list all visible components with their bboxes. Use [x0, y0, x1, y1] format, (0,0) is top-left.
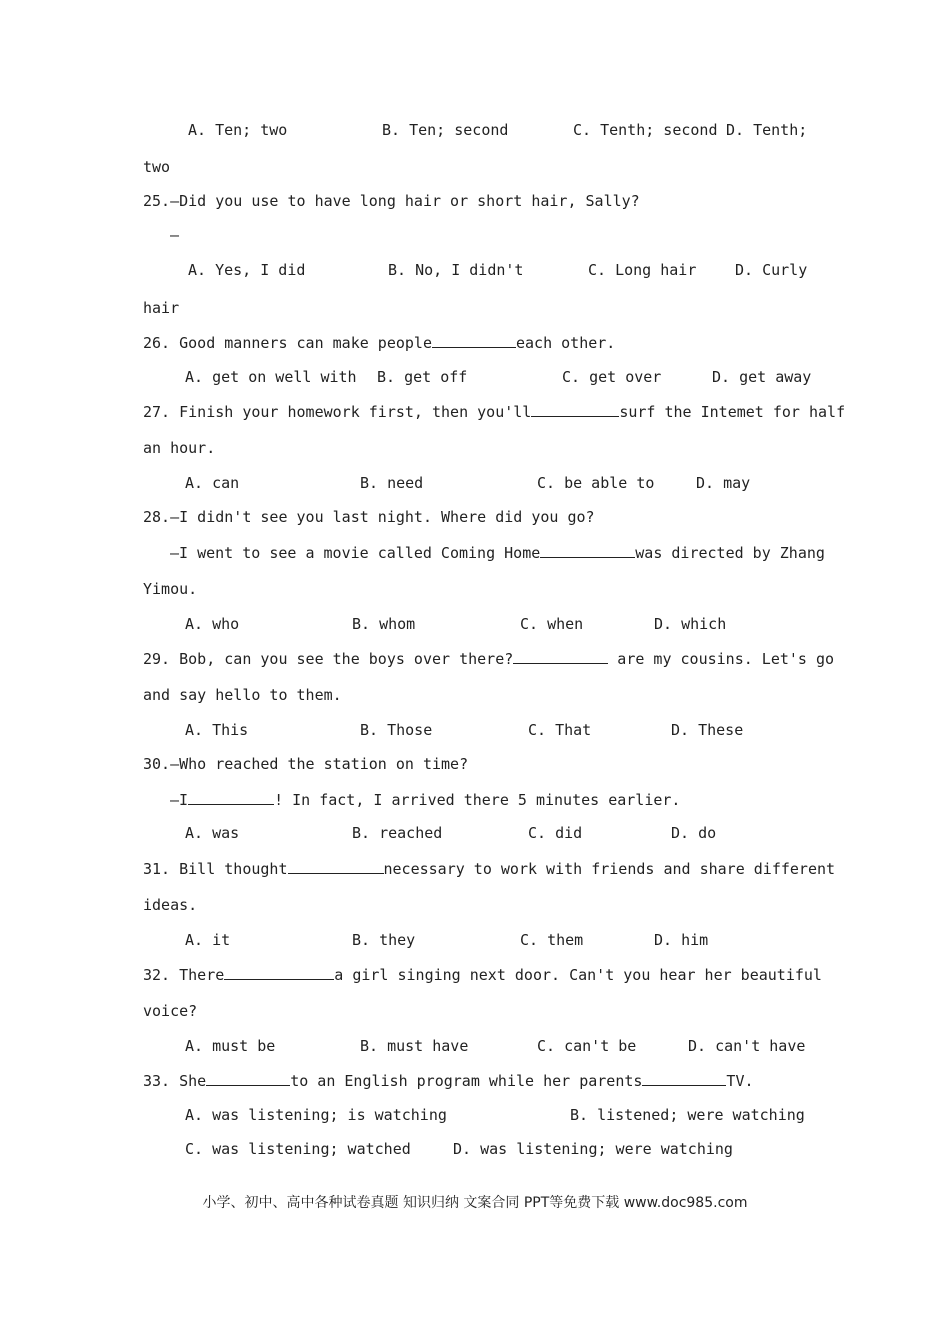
q28-reply-start: —I went to see a movie called Coming Home [170, 544, 541, 562]
q31-option-b: B. they [352, 931, 416, 949]
q30-stem: 30.—Who reached the station on time? [143, 755, 469, 773]
q33-stem-middle: to an English program while her parents [290, 1072, 643, 1090]
q26-option-b: B. get off [377, 368, 468, 386]
q28-option-d: D. which [654, 615, 727, 633]
q26-option-c: C. get over [562, 368, 662, 386]
q31-option-a: A. it [185, 931, 231, 949]
q32-option-b: B. must have [360, 1037, 469, 1055]
q30-reply-end: ! In fact, I arrived there 5 minutes earlier. [274, 791, 681, 809]
q28-reply-end: was directed by Zhang [635, 544, 825, 562]
q30-option-a: A. was [185, 824, 240, 842]
q24-option-b: B. Ten; second [382, 121, 509, 139]
answer-blank [642, 1071, 726, 1086]
q32-option-d: D. can't have [688, 1037, 806, 1055]
q25-option-a: A. Yes, I did [188, 261, 306, 279]
q28-option-a: A. who [185, 615, 240, 633]
q32-stem-end: a girl singing next door. Can't you hear her beautiful [334, 966, 822, 984]
q30-option-d: D. do [671, 824, 717, 842]
answer-blank [206, 1071, 290, 1086]
q32-option-c: C. can't be [537, 1037, 637, 1055]
q31-option-c: C. them [520, 931, 584, 949]
q32-stem [143, 965, 822, 983]
q24-option-c: C. Tenth; second [573, 121, 718, 139]
q28-reply [170, 543, 825, 561]
q28-reply-wrap: Yimou. [143, 580, 198, 598]
answer-blank [513, 649, 608, 664]
q29-option-a: A. This [185, 721, 249, 739]
q27-stem [143, 402, 845, 420]
answer-blank [531, 402, 619, 417]
page-footer: 小学、初中、高中各种试卷真题 知识归纳 文案合同 PPT等免费下载 www.doc985.com [202, 1195, 748, 1211]
answer-blank [224, 965, 334, 980]
q29-stem-wrap: and say hello to them. [143, 686, 342, 704]
q29-option-d: D. These [671, 721, 744, 739]
q30-option-b: B. reached [352, 824, 443, 842]
q27-option-b: B. need [360, 474, 424, 492]
q24-option-a: A. Ten; two [188, 121, 288, 139]
q27-stem-start: 27. Finish your homework first, then you'll [143, 403, 532, 421]
q29-option-c: C. That [528, 721, 592, 739]
q27-stem-wrap: an hour. [143, 439, 216, 457]
q27-option-a: A. can [185, 474, 240, 492]
q28-option-b: B. whom [352, 615, 416, 633]
q26-option-d: D. get away [712, 368, 812, 386]
q31-stem-start: 31. Bill thought [143, 860, 288, 878]
q27-option-c: C. be able to [537, 474, 655, 492]
q26-stem-start: 26. Good manners can make people [143, 334, 432, 352]
q25-reply: — [170, 226, 180, 244]
q31-stem [143, 859, 835, 877]
q25-option-c: C. Long hair [588, 261, 697, 279]
q31-stem-end: necessary to work with friends and share different [383, 860, 836, 878]
q30-option-c: C. did [528, 824, 583, 842]
answer-blank [188, 790, 274, 805]
q33-option-c: C. was listening; watched [185, 1140, 411, 1158]
q25-option-b: B. No, I didn't [388, 261, 524, 279]
answer-blank [540, 543, 635, 558]
q25-option-d-wrap: hair [143, 299, 180, 317]
q28-option-c: C. when [520, 615, 584, 633]
q30-reply [170, 790, 680, 808]
q28-stem: 28.—I didn't see you last night. Where did you go? [143, 508, 595, 526]
q31-option-d: D. him [654, 931, 709, 949]
q33-stem [143, 1071, 754, 1089]
q32-option-a: A. must be [185, 1037, 276, 1055]
q24-option-d: D. Tenth; [726, 121, 808, 139]
q24-option-d-wrap: two [143, 158, 171, 176]
q26-stem-end: each other. [515, 334, 616, 352]
answer-blank [432, 333, 516, 348]
q31-stem-wrap: ideas. [143, 896, 198, 914]
q32-stem-wrap: voice? [143, 1002, 198, 1020]
q29-option-b: B. Those [360, 721, 433, 739]
answer-blank [288, 859, 384, 874]
q33-stem-start: 33. She [143, 1072, 207, 1090]
q27-stem-end: surf the Intemet for half [619, 403, 846, 421]
q29-stem [143, 649, 834, 667]
q33-option-a: A. was listening; is watching [185, 1106, 447, 1124]
q30-reply-start: —I [170, 791, 189, 809]
q27-option-d: D. may [696, 474, 751, 492]
q33-stem-end: TV. [726, 1072, 754, 1090]
q33-option-b: B. listened; were watching [570, 1106, 805, 1124]
q25-option-d: D. Curly [735, 261, 808, 279]
q25-stem: 25.—Did you use to have long hair or short hair, Sally? [143, 192, 640, 210]
q33-option-d: D. was listening; were watching [453, 1140, 733, 1158]
q29-stem-end: are my cousins. Let's go [608, 650, 835, 668]
q29-stem-start: 29. Bob, can you see the boys over there? [143, 650, 514, 668]
q26-option-a: A. get on well with [185, 368, 357, 386]
q32-stem-start: 32. There [143, 966, 225, 984]
q26-stem [143, 333, 615, 351]
